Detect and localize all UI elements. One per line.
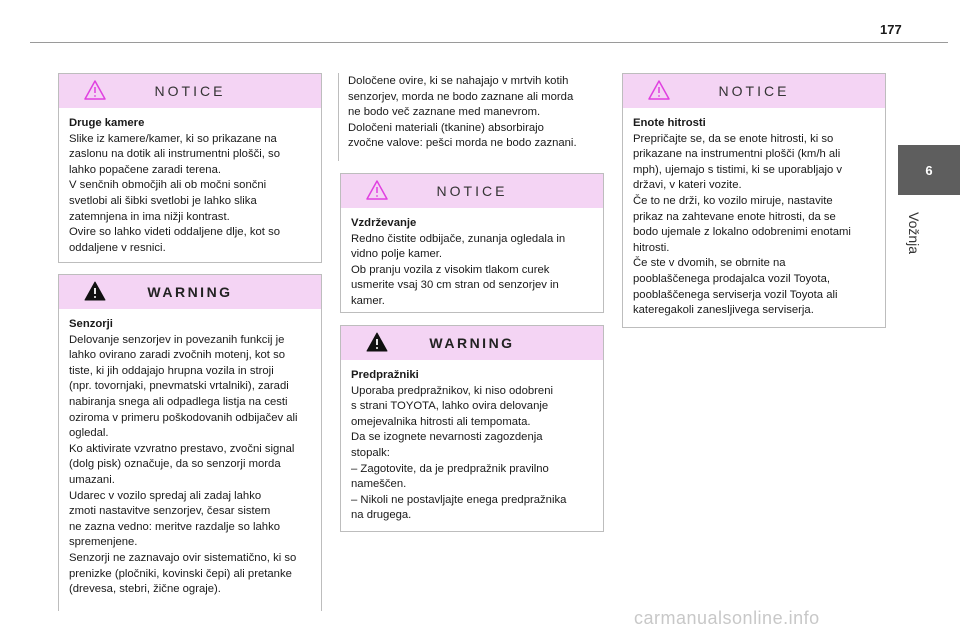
notice-box-maintenance (340, 173, 604, 313)
notice-title: Vzdrževanje (351, 217, 417, 229)
notice-text: Redno čistite odbijače, zunanja ogledala in vidno polje kamer. Ob pranju vozila z visokim tlakom curek usmerite vsaj 30 cm stran od senzorjev in kamer. (351, 232, 566, 307)
notice-text: Slike iz kamere/kamer, ki so prikazane na zaslonu na dotik ali instrumentni plošči, so lahko popačene zaradi terena. V senčnih območjih ali ob močni sončni svetlobi ali šibki svetlobi je lahko slika zatemnjena in ima nižji kontrast. Ovire so lahko videti oddaljene dlje, kot so oddaljene v resnici. (69, 132, 280, 254)
warning-triangle-filled-icon (83, 280, 107, 302)
top-rule (30, 42, 948, 43)
notice-box-other-cameras (58, 73, 322, 263)
page-number: 177 (880, 22, 902, 37)
caution-triangle-outline-icon (647, 79, 671, 101)
continuation-rule (338, 73, 339, 161)
caution-triangle-outline-icon (365, 179, 389, 201)
warning-box-sensors (58, 274, 322, 611)
notice-header (341, 174, 603, 208)
notice-header-label: NOTICE (718, 83, 790, 99)
notice-header (59, 74, 321, 108)
warning-title: Senzorji (69, 318, 113, 330)
notice-header-label: NOTICE (436, 183, 508, 199)
warning-text: Uporaba predpražnikov, ki niso odobreni s strani TOYOTA, lahko ovira delovanje omejevalnika hitrosti ali tempomata. Da se izognete nevarnosti zagozdenja stopalk: – Zagotovite, da je predpražnik pravilno nameščen. – Nikoli ne postavljajte enega predpražnika na drugega. (351, 384, 567, 522)
caution-triangle-outline-icon (83, 79, 107, 101)
notice-box-speed-units (622, 73, 886, 328)
warning-header-label: WARNING (147, 284, 233, 300)
continuation-text: Določene ovire, ki se nahajajo v mrtvih kotih senzorjev, morda ne bodo zaznane ali morda ne bodo več zaznane med manevrom. Določeni materiali (tkanine) absorbirajo zvočne valove: pešci morda ne bodo zaznani. (348, 75, 577, 150)
warning-box-floor-mats (340, 325, 604, 532)
chapter-tab[interactable]: 6 (898, 145, 960, 195)
warning-header-label: WARNING (429, 335, 515, 351)
notice-header-label: NOTICE (154, 83, 226, 99)
warning-title: Predpražniki (351, 369, 419, 381)
notice-header (623, 74, 885, 108)
watermark: carmanualsonline.info (634, 608, 820, 628)
notice-title: Druge kamere (69, 117, 145, 129)
notice-title: Enote hitrosti (633, 117, 706, 129)
chapter-title: Vožnja (906, 212, 922, 255)
notice-text: Prepričajte se, da se enote hitrosti, ki so prikazane na instrumentni plošči (km/h ali mph), ujemajo s tistimi, ki se uporabljajo v državi, v kateri vozite. Če to ne drži, ko vozilo miruje, nastavite prikaz na zahtevane enote hitrosti, da se bodo ujemale z lokalno odobrenimi enotami hitrosti. Če ste v dvomih, se obrnite na pooblaščenega prodajalca vozil Toyota, pooblaščenega serviserja vozil Toyota ali kateregakoli zanesljivega serviserja. (633, 132, 851, 317)
warning-header (341, 326, 603, 360)
warning-header (59, 275, 321, 309)
warning-triangle-filled-icon (365, 331, 389, 353)
warning-text: Delovanje senzorjev in povezanih funkcij je lahko ovirano zaradi zvočnih motenj, kot so tiste, ki jih oddajajo hrupna vozila in stroji (npr. tovornjaki, pnevmatski vrtalniki), zaradi nabiranja snega ali odpadlega listja na cesti oziroma v primeru poškodovanih odbijačev ali ogledal. Ko aktivirate vzvratno prestavo, zvočni signal (dolg pisk) označuje, da so senzorji morda umazani. Udarec v vozilo spredaj ali zadaj lahko zmoti nastavitve senzorjev, česar sistem ne zazna vedno: meritve razdalje so lahko spremenjene. Senzorji ne zaznavajo ovir sistematično, ki so prenizke (pločniki, kovinski čepi) ali pretanke (drevesa, stebri, žične ograje). (69, 333, 298, 596)
